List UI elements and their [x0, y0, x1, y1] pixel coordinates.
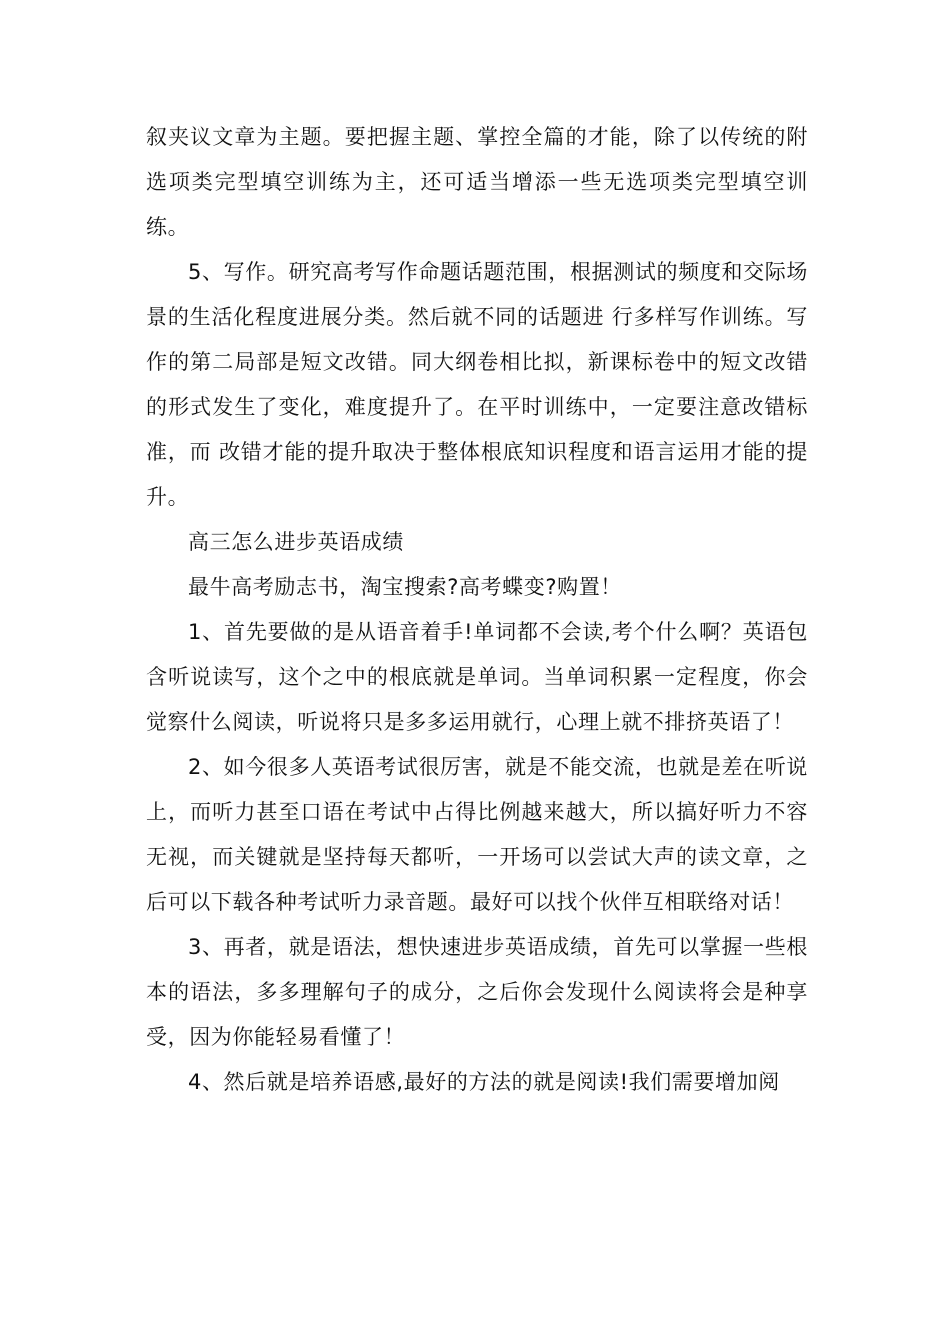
section-heading: 高三怎么进步英语成绩 [188, 530, 404, 554]
paragraph-4: 最牛高考励志书，淘宝搜索?高考蝶变?购置！ [188, 575, 622, 599]
document-body [146, 115, 808, 1105]
paragraph-7: 3、再者，就是语法，想快速进步英语成绩，首先可以掌握一些根本的语法，多多理解句子的成分，之后你会发现什么阅读将会是种享受，因为你能轻易看懂了！ [146, 935, 808, 1049]
paragraph-5: 1、首先要做的是从语音着手!单词都不会读,考个什么啊？英语包含听说读写，这个之中的根底就是单词。当单词积累一定程度，你会觉察什么阅读，听说将只是多多运用就行，心理上就不排挤英语了！ [146, 620, 808, 734]
paragraph-2: 5、写作。研究高考写作命题话题范围，根据测试的频度和交际场景的生活化程度进展分类。然后就不同的话题进 行多样写作训练。写作的第二局部是短文改错。同大纲卷相比拟，新课标卷中的短文改错的形式发生了变化，难度提升了。在平时训练中，一定要注意改错标准，而 改错才能的提升取决于整体根底知识程度和语言运用才能的提升。 [146, 260, 808, 509]
paragraph-8: 4、然后就是培养语感,最好的方法的就是阅读!我们需要增加阅 [188, 1070, 780, 1094]
paragraph-1: 叙夹议文章为主题。要把握主题、掌控全篇的才能，除了以传统的附选项类完型填空训练为主，还可适当增添一些无选项类完型填空训练。 [146, 125, 808, 239]
paragraph-6: 2、如今很多人英语考试很厉害，就是不能交流，也就是差在听说上，而听力甚至口语在考试中占得比例越来越大，所以搞好听力不容无视，而关键就是坚持每天都听，一开场可以尝试大声的读文章，之后可以下载各种考试听力录音题。最好可以找个伙伴互相联络对话！ [146, 755, 808, 914]
